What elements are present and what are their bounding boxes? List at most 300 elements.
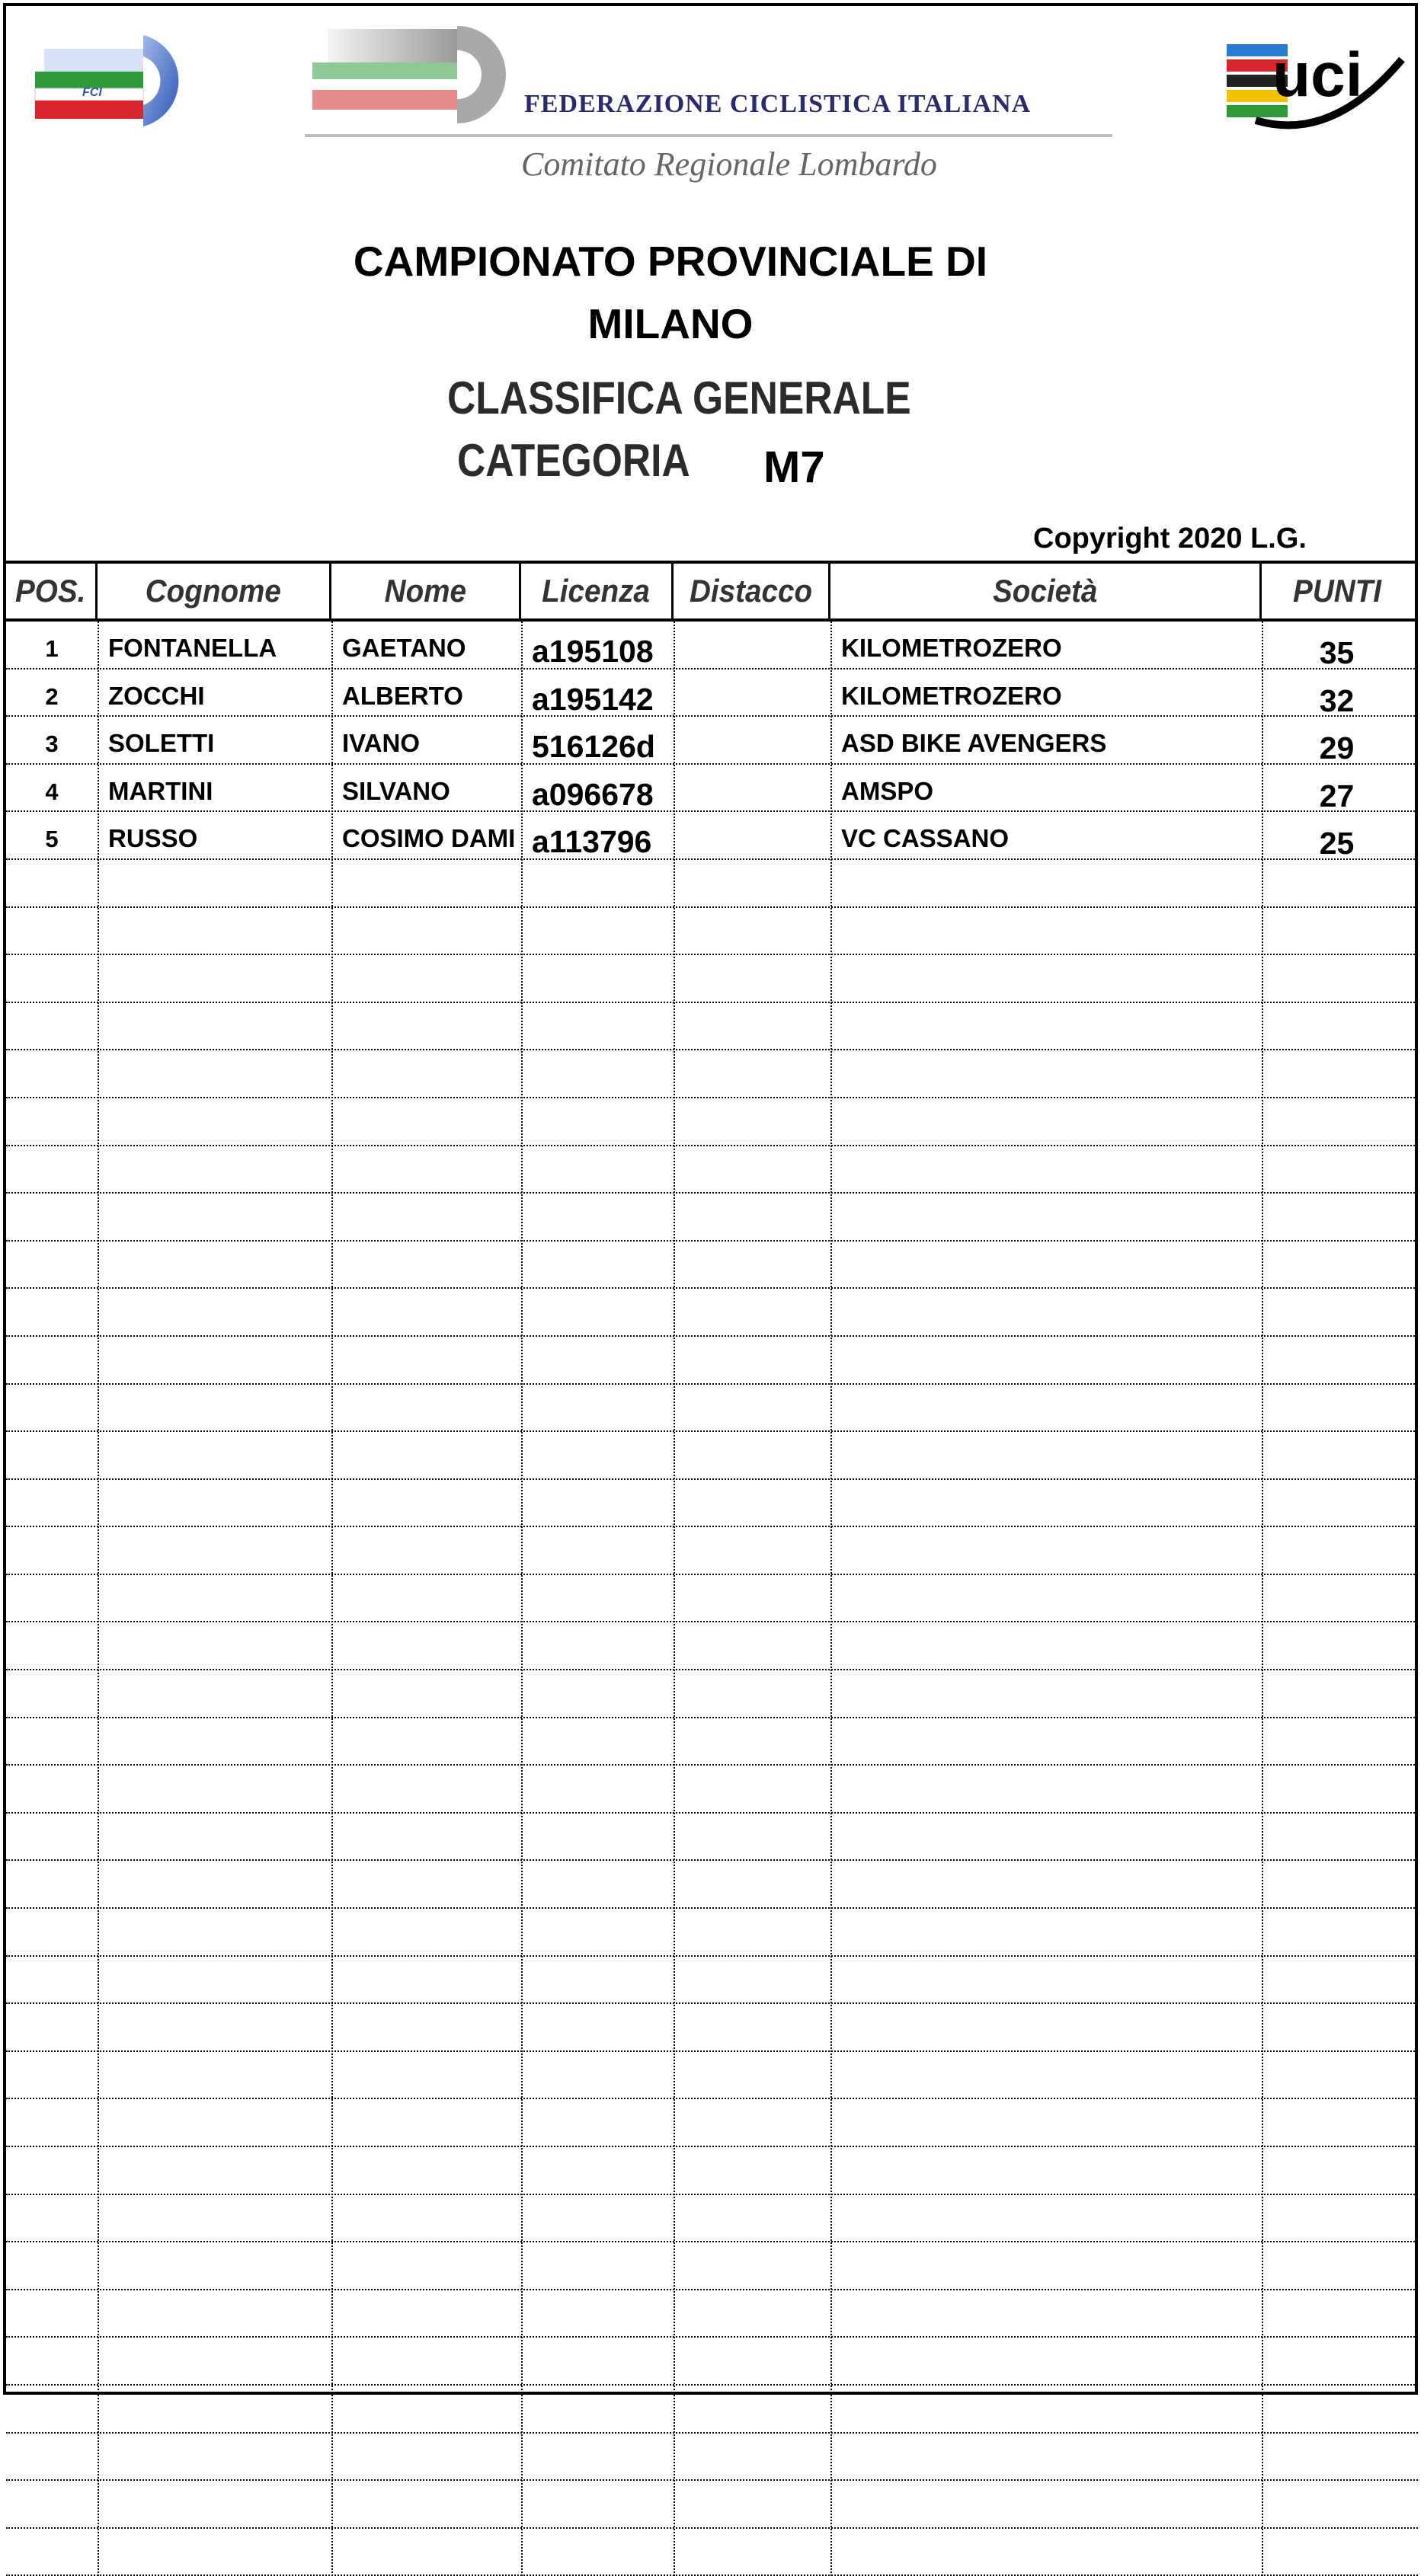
cell-cognome [98, 1289, 331, 1335]
empty-table-row [6, 1432, 1418, 1480]
fci-logo-text: FCI [82, 86, 102, 99]
cell-pos: 5 [45, 826, 59, 853]
cell-punti [1262, 955, 1412, 1002]
cell-distacco [674, 2386, 830, 2432]
cell-pos [6, 1432, 98, 1478]
table-row [6, 670, 1418, 718]
category-value: M7 [763, 443, 825, 492]
empty-table-row [6, 2195, 1418, 2243]
cell-pos [6, 955, 98, 1002]
cell-cognome [98, 1242, 331, 1288]
cell-punti [1262, 1670, 1412, 1717]
cell-distacco [674, 1814, 830, 1860]
cell-distacco [674, 860, 830, 906]
cell-licenza [521, 1098, 674, 1145]
cell-licenza [521, 955, 674, 1002]
championship-title-line2: MILANO [587, 300, 754, 347]
cell-distacco [674, 1050, 830, 1097]
cell-nome: GAETANO [342, 634, 466, 662]
cell-licenza [521, 2338, 674, 2384]
cell-distacco [674, 812, 830, 858]
cell-distacco [674, 1622, 830, 1669]
cell-pos [6, 908, 98, 954]
cell-nome [331, 2052, 521, 2098]
cell-punti [1262, 1957, 1412, 2003]
cell-pos [6, 1766, 98, 1812]
cell-societa [830, 2290, 1262, 2337]
cell-societa [830, 860, 1262, 906]
cell-societa [830, 1432, 1262, 1478]
cell-pos [6, 1242, 98, 1288]
cell-societa [830, 2386, 1262, 2432]
table-row [6, 812, 1418, 860]
cell-punti [1262, 2195, 1412, 2242]
cell-licenza [521, 1289, 674, 1335]
cell-distacco [674, 1098, 830, 1145]
cell-distacco [674, 1909, 830, 1955]
cell-licenza [521, 2195, 674, 2242]
cell-pos [6, 1050, 98, 1097]
cell-cognome [98, 2338, 331, 2384]
cell-punti [1262, 1432, 1412, 1478]
cell-societa [830, 1385, 1262, 1431]
cell-punti [1262, 2338, 1412, 2384]
table-body [6, 622, 1418, 2576]
cell-cognome [98, 1194, 331, 1240]
cell-nome [331, 1670, 521, 1717]
cell-cognome [98, 1098, 331, 1145]
cell-licenza [521, 1527, 674, 1574]
empty-table-row [6, 2434, 1418, 2482]
cell-licenza: 516126d [532, 729, 655, 763]
cell-nome [331, 1050, 521, 1097]
cell-pos [6, 1527, 98, 1574]
cell-punti [1262, 1242, 1412, 1288]
cell-societa [830, 1766, 1262, 1812]
cell-distacco [674, 2290, 830, 2337]
cell-pos: 4 [45, 778, 59, 805]
cell-pos [6, 2386, 98, 2432]
cell-nome [331, 1957, 521, 2003]
cell-cognome [98, 1385, 331, 1431]
cell-distacco [674, 908, 830, 954]
cell-societa [830, 908, 1262, 954]
cell-punti [1262, 1385, 1412, 1431]
empty-table-row [6, 1909, 1418, 1957]
table-row [6, 717, 1418, 765]
cell-societa [830, 1670, 1262, 1717]
cell-distacco [674, 765, 830, 811]
empty-table-row [6, 2242, 1418, 2290]
cell-cognome [98, 1766, 331, 1812]
cell-nome [331, 1146, 521, 1193]
cell-cognome [98, 1575, 331, 1622]
cell-nome [331, 1337, 521, 1383]
cell-societa [830, 2195, 1262, 2242]
cell-societa [830, 1814, 1262, 1860]
cell-distacco [674, 2004, 830, 2050]
cell-pos [6, 2052, 98, 2098]
cell-nome [331, 1480, 521, 1526]
cell-cognome [98, 1527, 331, 1574]
cell-licenza [521, 2099, 674, 2146]
cell-nome [331, 1814, 521, 1860]
cell-licenza: a195142 [532, 681, 654, 716]
cell-pos [6, 2434, 98, 2480]
cell-societa [830, 2099, 1262, 2146]
cell-pos: 2 [45, 682, 59, 710]
cell-distacco [674, 2338, 830, 2384]
cell-societa: KILOMETROZERO [841, 681, 1062, 710]
cell-nome [331, 1575, 521, 1622]
cell-cognome [98, 2195, 331, 2242]
cell-punti [1262, 1861, 1412, 1907]
cell-pos [6, 1622, 98, 1669]
cell-distacco [674, 1003, 830, 1050]
empty-table-row [6, 1337, 1418, 1385]
cell-licenza [521, 2434, 674, 2480]
header-societa: Società [830, 564, 1262, 618]
cell-distacco [674, 955, 830, 1002]
cell-societa [830, 1622, 1262, 1669]
cell-nome [331, 2529, 521, 2575]
cell-licenza: a195108 [532, 634, 654, 668]
cell-pos: 3 [45, 730, 59, 758]
cell-licenza [521, 1909, 674, 1955]
uci-logo [1225, 29, 1408, 131]
empty-table-row [6, 1957, 1418, 2005]
cell-nome [331, 1622, 521, 1669]
cell-nome [331, 2004, 521, 2050]
ranking-table [6, 561, 1418, 2576]
cell-punti [1262, 1337, 1412, 1383]
cell-licenza [521, 2147, 674, 2194]
cell-pos [6, 1957, 98, 2003]
cell-nome [331, 2386, 521, 2432]
cell-distacco [674, 1480, 830, 1526]
cell-pos [6, 2147, 98, 2194]
cell-cognome [98, 1909, 331, 1955]
cell-cognome [98, 1861, 331, 1907]
cell-licenza [521, 2529, 674, 2575]
category-label: CATEGORIA [457, 435, 690, 486]
cell-licenza [521, 1575, 674, 1622]
cell-societa [830, 2529, 1262, 2575]
empty-table-row [6, 955, 1418, 1003]
cell-cognome [98, 1622, 331, 1669]
classification-title: CLASSIFICA GENERALE [447, 372, 911, 423]
cell-cognome [98, 860, 331, 906]
cell-distacco [674, 1146, 830, 1193]
cell-pos [6, 2195, 98, 2242]
empty-table-row [6, 1766, 1418, 1814]
cell-nome [331, 2290, 521, 2337]
empty-table-row [6, 2386, 1418, 2434]
cell-nome [331, 1098, 521, 1145]
cell-cognome: MARTINI [108, 776, 213, 805]
cell-nome [331, 1289, 521, 1335]
empty-table-row [6, 1289, 1418, 1337]
cell-distacco [674, 1957, 830, 2003]
cell-societa [830, 1003, 1262, 1050]
cell-licenza [521, 1050, 674, 1097]
cell-distacco [674, 2099, 830, 2146]
header-divider [305, 134, 1112, 137]
empty-table-row [6, 1242, 1418, 1290]
cell-distacco [674, 1527, 830, 1574]
cell-nome: IVANO [342, 729, 421, 758]
cell-licenza [521, 1861, 674, 1907]
federation-flag-logo [305, 23, 526, 126]
cell-societa [830, 1098, 1262, 1145]
cell-cognome [98, 2147, 331, 2194]
cell-licenza: a113796 [532, 824, 652, 858]
cell-nome [331, 955, 521, 1002]
cell-punti [1262, 1194, 1412, 1240]
cell-distacco [674, 1670, 830, 1717]
cell-nome [331, 2434, 521, 2480]
cell-societa: VC CASSANO [841, 824, 1010, 853]
cell-punti [1262, 2386, 1412, 2432]
cell-punti [1262, 2481, 1412, 2527]
cell-nome [331, 2338, 521, 2384]
cell-societa [830, 1909, 1262, 1955]
header-nome: Nome [331, 564, 521, 618]
cell-licenza [521, 1003, 674, 1050]
cell-societa [830, 1957, 1262, 2003]
cell-licenza [521, 2052, 674, 2098]
cell-pos [6, 860, 98, 906]
cell-distacco [674, 2242, 830, 2289]
empty-table-row [6, 1098, 1418, 1146]
fci-logo [29, 32, 200, 129]
championship-title-line1: CAMPIONATO PROVINCIALE DI [353, 238, 988, 285]
cell-distacco [674, 1337, 830, 1383]
cell-distacco [674, 2052, 830, 2098]
cell-licenza [521, 1385, 674, 1431]
cell-pos [6, 1337, 98, 1383]
cell-cognome [98, 2434, 331, 2480]
cell-cognome [98, 2529, 331, 2575]
cell-nome [331, 1003, 521, 1050]
cell-cognome: ZOCCHI [108, 681, 205, 710]
cell-pos [6, 1098, 98, 1145]
cell-societa [830, 1146, 1262, 1193]
cell-punti [1262, 1575, 1412, 1622]
empty-table-row [6, 2338, 1418, 2386]
empty-table-row [6, 1861, 1418, 1909]
cell-punti [1262, 860, 1412, 906]
cell-societa [830, 2242, 1262, 2289]
cell-distacco [674, 1289, 830, 1335]
cell-licenza: a096678 [532, 776, 654, 811]
cell-nome [331, 1766, 521, 1812]
table-row [6, 622, 1418, 670]
cell-nome [331, 1718, 521, 1765]
cell-licenza [521, 1622, 674, 1669]
empty-table-row [6, 2052, 1418, 2100]
cell-cognome [98, 1814, 331, 1860]
empty-table-row [6, 908, 1418, 956]
cell-cognome [98, 1432, 331, 1478]
cell-cognome [98, 1718, 331, 1765]
cell-licenza [521, 1670, 674, 1717]
cell-nome [331, 1242, 521, 1288]
cell-pos [6, 1814, 98, 1860]
cell-punti [1262, 2147, 1412, 2194]
cell-nome [331, 2481, 521, 2527]
cell-cognome [98, 2290, 331, 2337]
header-distacco: Distacco [674, 564, 830, 618]
cell-distacco [674, 1242, 830, 1288]
cell-nome: SILVANO [342, 776, 450, 805]
cell-cognome [98, 1957, 331, 2003]
cell-societa [830, 1575, 1262, 1622]
cell-pos [6, 2004, 98, 2050]
cell-punti [1262, 1146, 1412, 1193]
cell-punti [1262, 1622, 1412, 1669]
cell-punti [1262, 1909, 1412, 1955]
cell-nome [331, 2195, 521, 2242]
cell-licenza [521, 1242, 674, 1288]
cell-punti [1262, 2099, 1412, 2146]
cell-cognome [98, 908, 331, 954]
championship-title [0, 230, 1341, 355]
cell-pos [6, 1861, 98, 1907]
cell-nome: COSIMO DAMI [342, 824, 516, 853]
cell-licenza [521, 1146, 674, 1193]
cell-distacco [674, 2195, 830, 2242]
cell-licenza [521, 2481, 674, 2527]
cell-punti [1262, 1289, 1412, 1335]
cell-punti [1262, 1050, 1412, 1097]
cell-punti [1262, 2290, 1412, 2337]
cell-pos [6, 2338, 98, 2384]
cell-societa [830, 1337, 1262, 1383]
cell-pos [6, 1670, 98, 1717]
cell-societa [830, 1480, 1262, 1526]
cell-distacco [674, 670, 830, 716]
cell-pos [6, 2481, 98, 2527]
cell-societa: ASD BIKE AVENGERS [841, 729, 1107, 758]
cell-societa [830, 1718, 1262, 1765]
cell-distacco [674, 1194, 830, 1240]
cell-pos [6, 1194, 98, 1240]
cell-distacco [674, 1718, 830, 1765]
cell-cognome [98, 2386, 331, 2432]
cell-cognome: FONTANELLA [108, 634, 277, 662]
header-cognome: Cognome [98, 564, 331, 618]
cell-cognome [98, 1337, 331, 1383]
cell-licenza [521, 860, 674, 906]
cell-cognome [98, 2052, 331, 2098]
cell-pos [6, 2529, 98, 2575]
committee-name: Comitato Regionale Lombardo [521, 145, 937, 183]
cell-pos [6, 1146, 98, 1193]
cell-cognome [98, 2099, 331, 2146]
cell-nome [331, 1861, 521, 1907]
cell-societa [830, 2338, 1262, 2384]
cell-licenza [521, 1194, 674, 1240]
empty-table-row [6, 1385, 1418, 1433]
cell-distacco [674, 1385, 830, 1431]
cell-societa [830, 1527, 1262, 1574]
empty-table-row [6, 1814, 1418, 1862]
cell-nome [331, 2242, 521, 2289]
cell-pos [6, 1289, 98, 1335]
cell-distacco [674, 1861, 830, 1907]
cell-punti [1262, 1718, 1412, 1765]
table-row [6, 765, 1418, 813]
cell-punti [1262, 1527, 1412, 1574]
empty-table-row [6, 1718, 1418, 1766]
cell-cognome [98, 1670, 331, 1717]
federation-name: FEDERAZIONE CICLISTICA ITALIANA [524, 90, 1032, 118]
cell-licenza [521, 2242, 674, 2289]
cell-cognome [98, 1050, 331, 1097]
cell-punti: 29 [1319, 730, 1355, 763]
header-pos: POS. [6, 564, 98, 618]
empty-table-row [6, 1003, 1418, 1051]
cell-punti [1262, 1003, 1412, 1050]
cell-punti [1262, 2052, 1412, 2098]
cell-cognome [98, 955, 331, 1002]
header-licenza: Licenza [521, 564, 674, 618]
empty-table-row [6, 1670, 1418, 1718]
cell-licenza [521, 1337, 674, 1383]
cell-distacco [674, 1766, 830, 1812]
empty-table-row [6, 860, 1418, 908]
cell-nome [331, 1909, 521, 1955]
cell-punti: 25 [1319, 826, 1355, 858]
empty-table-row [6, 2099, 1418, 2147]
empty-table-row [6, 1622, 1418, 1670]
cell-societa [830, 2004, 1262, 2050]
cell-pos [6, 2242, 98, 2289]
cell-punti: 32 [1319, 682, 1355, 716]
cell-distacco [674, 2147, 830, 2194]
cell-societa [830, 1050, 1262, 1097]
cell-societa [830, 2147, 1262, 2194]
cell-pos [6, 1385, 98, 1431]
cell-licenza [521, 1766, 674, 1812]
cell-cognome [98, 2242, 331, 2289]
cell-pos [6, 2290, 98, 2337]
cell-pos [6, 1480, 98, 1526]
cell-punti [1262, 2529, 1412, 2575]
cell-pos [6, 2099, 98, 2146]
cell-licenza [521, 1480, 674, 1526]
empty-table-row [6, 2481, 1418, 2529]
cell-cognome [98, 1480, 331, 1526]
cell-societa [830, 955, 1262, 1002]
cell-distacco [674, 1575, 830, 1622]
cell-licenza [521, 1432, 674, 1478]
cell-distacco [674, 717, 830, 763]
cell-punti [1262, 2242, 1412, 2289]
empty-table-row [6, 1050, 1418, 1098]
cell-licenza [521, 2290, 674, 2337]
cell-cognome: RUSSO [108, 824, 198, 853]
cell-punti: 27 [1319, 778, 1355, 811]
cell-nome [331, 1432, 521, 1478]
cell-licenza [521, 1957, 674, 2003]
cell-punti [1262, 2434, 1412, 2480]
cell-societa [830, 1194, 1262, 1240]
cell-punti [1262, 1766, 1412, 1812]
cell-punti [1262, 2004, 1412, 2050]
cell-cognome [98, 1003, 331, 1050]
